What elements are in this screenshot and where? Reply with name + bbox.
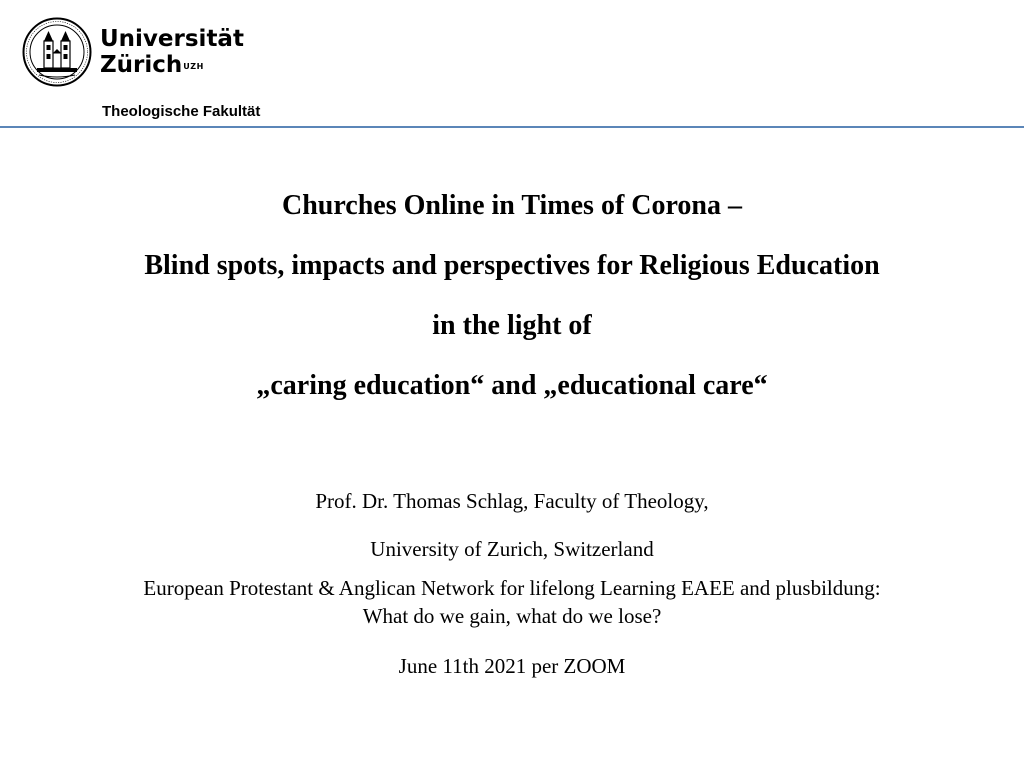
event-line-2: What do we gain, what do we lose? bbox=[362, 604, 662, 628]
author-line: Prof. Dr. Thomas Schlag, Faculty of Theology, bbox=[315, 489, 709, 513]
affiliation-line: University of Zurich, Switzerland bbox=[370, 537, 654, 561]
university-name-line2: Zürich bbox=[100, 52, 183, 78]
university-abbreviation: UZH bbox=[183, 62, 204, 71]
university-name bbox=[100, 26, 244, 78]
header-divider bbox=[0, 126, 1024, 128]
title-line-1: Churches Online in Times of Corona – bbox=[281, 190, 742, 221]
title-line-4: „caring education“ and „educational care“ bbox=[256, 370, 768, 401]
presentation-title bbox=[0, 186, 1024, 426]
title-line-2: Blind spots, impacts and perspectives for Religious Education bbox=[144, 250, 880, 281]
university-name-line2-wrap bbox=[100, 52, 244, 78]
slide-header bbox=[0, 0, 1024, 128]
university-name-line1: Universität bbox=[100, 26, 244, 52]
date-line: June 11th 2021 per ZOOM bbox=[398, 654, 626, 678]
title-line-3: in the light of bbox=[432, 310, 592, 341]
presentation-info bbox=[0, 485, 1024, 683]
event-line-1: European Protestant & Anglican Network for lifelong Learning EAEE and plusbildung: bbox=[143, 576, 881, 600]
university-seal-icon bbox=[22, 17, 92, 87]
faculty-name: Theologische Fakultät bbox=[102, 103, 261, 120]
